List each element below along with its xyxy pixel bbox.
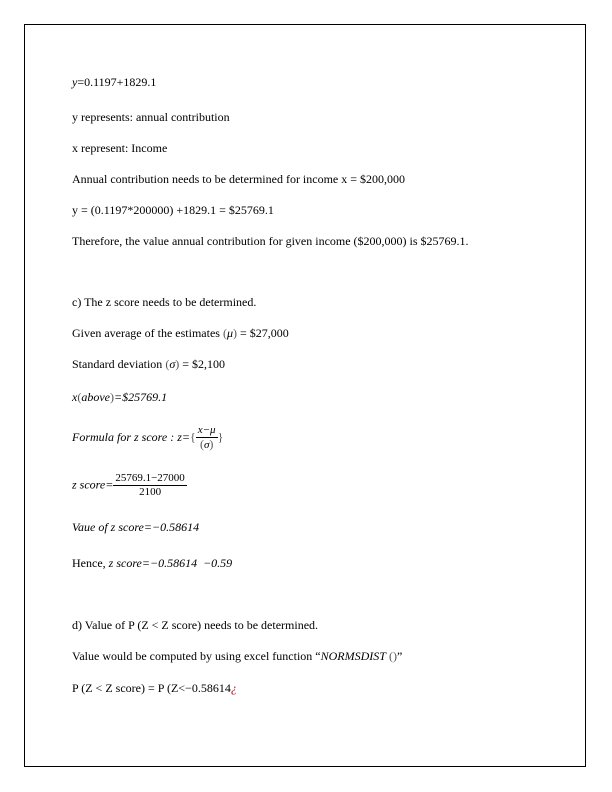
excel-line: Value would be computed by using excel function “NORMSDIST ()” [72,649,403,663]
formula-numerator: x−μ [197,424,216,436]
zscore-denominator: 2100 [139,486,162,498]
x-above-line: x(above)=$25769.1 [72,390,168,404]
sd-line: Standard deviation (σ) = $2,100 [72,357,226,371]
zscore-line [72,472,187,499]
sd-prefix: Standard deviation [72,357,166,371]
y-variable: y [72,75,78,89]
zscore-fraction [113,472,186,499]
mean-line: Given average of the estimates (μ) = $27,000 [72,326,289,340]
task-b-calculation: y = (0.1197*200000) +1829.1 = $25769.1 [72,203,274,217]
excel-function: NORMSDIST [320,649,386,663]
task-b-conclusion: Therefore, the value annual contribution for given income ($200,000) is $25769.1. [72,234,469,248]
formula-line: Formula for z score : z={ $\frac{x-\mu}{(\sigma)}$ } [72,424,224,451]
formula-label: Formula for z score : z= [72,429,190,444]
formula-denominator: σ [203,439,210,451]
hence-approx: −0.59 [197,556,233,570]
excel-suffix: ” [396,649,403,663]
y-definition: y represents: annual contribution [72,110,230,124]
task-d-heading: d) Value of P (Z < Z score) needs to be determined. [72,618,319,632]
x-above-word: above [81,390,110,404]
hence-line [72,555,232,571]
task-c-heading: c) The z score needs to be determined. [72,295,257,309]
inverted-question-glyph: ¿ [230,681,237,695]
excel-prefix: Value would be computed by using excel function “ [72,649,321,663]
task-b-need: Annual contribution needs to be determined for income x = $200,000 [72,172,406,186]
sigma-symbol: σ [169,357,176,371]
zscore-label: z score= [72,477,114,492]
mu-symbol: μ [226,326,233,340]
formula-fraction: $\frac{x-\mu}{(\sigma)}$ [197,424,216,451]
zscore-numerator: 25769.1−27000 [115,472,185,484]
probability-line [72,680,237,696]
hence-expression: z score=−0.58614 [108,556,198,570]
sd-value: = $2,100 [179,357,226,371]
regression-equation [72,74,156,90]
mean-value: = $27,000 [236,326,289,340]
x-above-value: =$25769.1 [113,390,168,404]
hence-prefix: Hence, [72,556,109,570]
zscore-value-line: Vaue of z score=−0.58614 [72,520,200,534]
equation-rest: =0.1197+1829.1 [77,75,157,89]
mean-prefix: Given average of the estimates [72,326,223,340]
x-definition: x represent: Income [72,141,168,155]
x-above-x: x [72,390,78,404]
probability-prefix: P (Z < Z score) = P (Z<−0.58614 [72,681,231,695]
